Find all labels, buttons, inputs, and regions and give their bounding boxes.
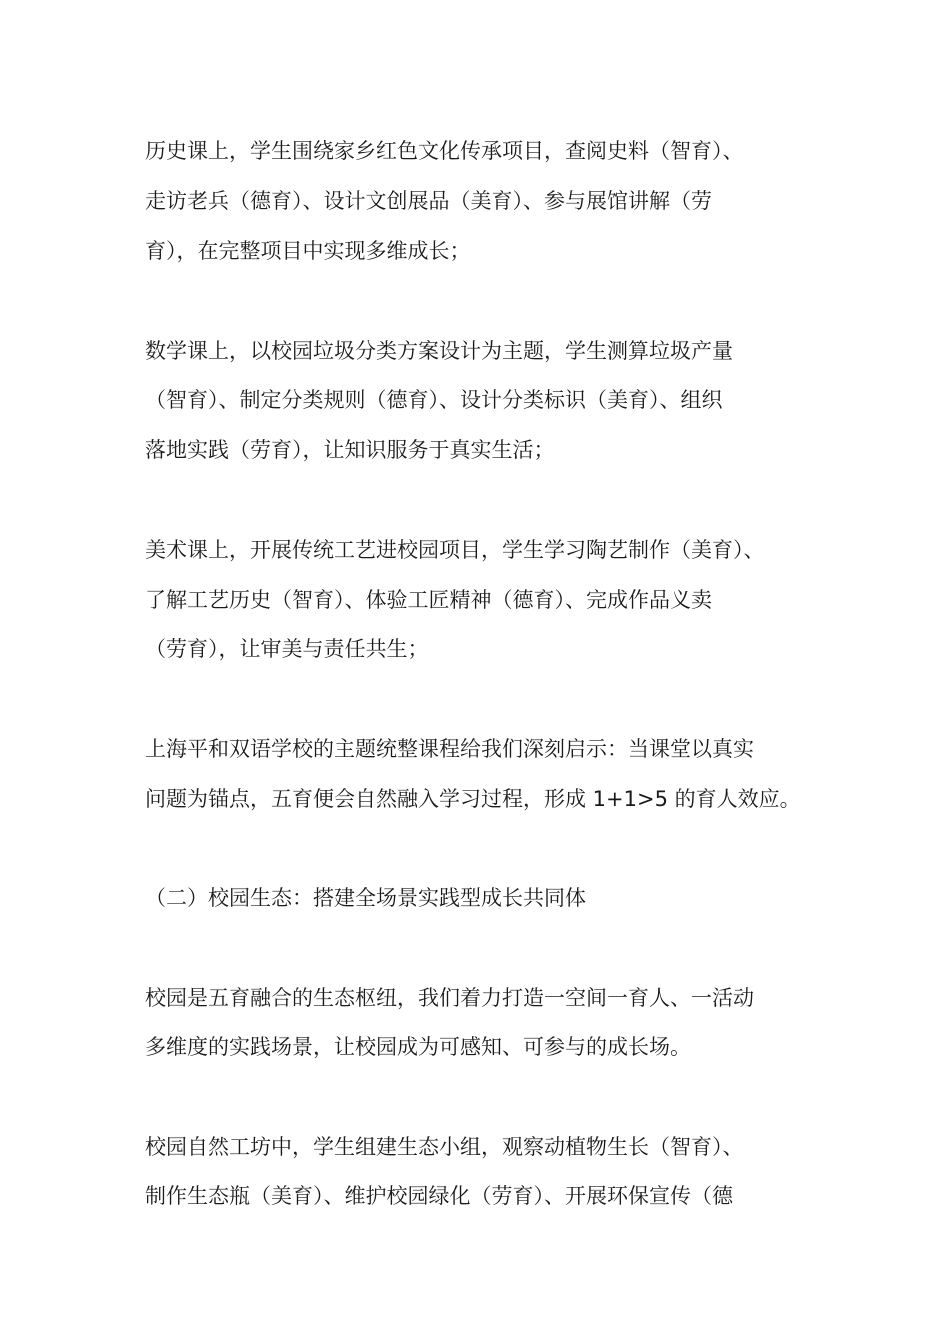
art-paragraph-line-1: 美术课上，开展传统工艺进校园项目，学生学习陶艺制作（美育）、 (145, 538, 765, 562)
campus-paragraph-line-2: 多维度的实践场景，让校园成为可感知、可参与的成长场。 (145, 1035, 691, 1059)
math-paragraph-line-3: 落地实践（劳育），让知识服务于真实生活； (145, 438, 555, 462)
history-paragraph-line-3: 育），在完整项目中实现多维成长； (145, 239, 471, 263)
history-paragraph-line-2: 走访老兵（德育）、设计文创展品（美育）、参与展馆讲解（劳 (145, 189, 712, 213)
workshop-paragraph-line-1: 校园自然工坊中，学生组建生态小组，观察动植物生长（智育）、 (145, 1135, 744, 1159)
campus-paragraph-line-1: 校园是五育融合的生态枢纽，我们着力打造一空间一育人、一活动 (145, 986, 754, 1010)
art-paragraph-line-2: 了解工艺历史（智育）、体验工匠精神（德育）、完成作品义卖 (145, 588, 712, 612)
art-paragraph-line-3: （劳育），让审美与责任共生； (145, 637, 429, 661)
section-heading: （二）校园生态：搭建全场景实践型成长共同体 (145, 886, 586, 910)
workshop-paragraph-line-2: 制作生态瓶（美育）、维护校园绿化（劳育）、开展环保宣传（德 (145, 1184, 733, 1208)
insight-paragraph-line-2: 问题为锚点，五育便会自然融入学习过程，形成 1+1>5 的育人效应。 (145, 787, 801, 811)
insight-paragraph-line-1: 上海平和双语学校的主题统整课程给我们深刻启示：当课堂以真实 (145, 737, 754, 761)
history-paragraph-line-1: 历史课上，学生围绕家乡红色文化传承项目，查阅史料（智育）、 (145, 139, 744, 163)
math-paragraph-line-1: 数学课上，以校园垃圾分类方案设计为主题，学生测算垃圾产量 (145, 339, 733, 363)
math-paragraph-line-2: （智育）、制定分类规则（德育）、设计分类标识（美育）、组织 (145, 388, 723, 412)
